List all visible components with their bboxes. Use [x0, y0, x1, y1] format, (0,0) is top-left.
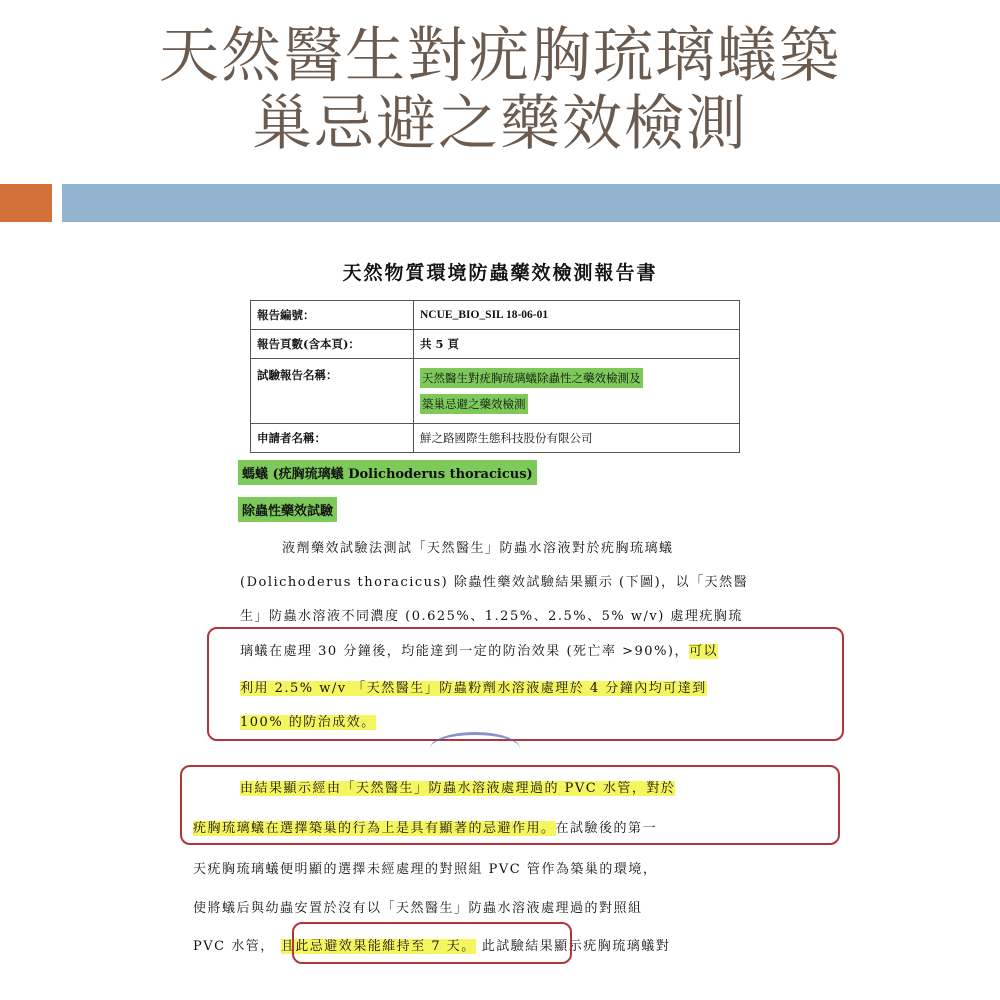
ant-heading: 螞蟻 (疣胸琉璃蟻 Dolichoderus thoracicus)	[238, 460, 537, 485]
slide-title-line2: 巢忌避之藥效檢測	[252, 89, 748, 159]
report-number-value: NCUE_BIO_SIL 18-06-01	[414, 301, 740, 330]
report-name-line2: 築巢忌避之藥效檢測	[420, 394, 528, 414]
applicant-label: 申請者名稱：	[251, 424, 414, 453]
red-annotation-box	[292, 922, 572, 964]
para1-line5-highlight: 利用 2.5% w/v 「天然醫生」防蟲粉劑水溶液處理於 4 分鐘內均可達到	[240, 681, 707, 696]
table-row	[251, 330, 740, 359]
report-name-value	[414, 359, 740, 424]
page-count-value: 共 5 頁	[414, 330, 740, 359]
slide-title-line1: 天然醫生對疣胸琉璃蟻築	[159, 21, 841, 91]
para1-line2: (Dolichoderus thoracicus) 除蟲性藥效試驗結果顯示 (下圖)，以「天然醫	[240, 575, 749, 590]
para1-line4-text: 璃蟻在處理 30 分鐘後，均能達到一定的防治效果 (死亡率 >90%)，	[240, 644, 690, 659]
report-name-label: 試驗報告名稱：	[251, 359, 414, 424]
para1-line1: 液劑藥效試驗法測試「天然醫生」防蟲水溶液對於疣胸琉璃蟻	[282, 541, 674, 556]
seal-stamp	[430, 732, 520, 765]
para1-line4-highlight: 可以	[689, 644, 719, 659]
report-number-label: 報告編號：	[251, 301, 414, 330]
para2-line3: 天疣胸琉璃蟻便明顯的選擇未經處理的對照組 PVC 管作為築巢的環境，	[193, 862, 658, 877]
para2-line5-highlight: 且此忌避效果能維持至 7 天。	[280, 939, 476, 954]
test-heading: 除蟲性藥效試驗	[238, 497, 337, 522]
report-info-table	[250, 300, 740, 453]
table-row	[251, 424, 740, 453]
para2-line5-tail: 此試驗結果顯示疣胸琉璃蟻對	[481, 939, 671, 954]
accent-bar-blue	[62, 184, 1000, 222]
para2-line2-text: 在試驗後的第一	[555, 821, 658, 836]
document-title: 天然物質環境防蟲藥效檢測報告書	[342, 262, 658, 284]
para1-line3: 生」防蟲水溶液不同濃度 (0.625%、1.25%、2.5%、5% w/v) 處理疣胸琉	[240, 609, 743, 624]
slide-title	[0, 22, 1000, 158]
para2-line2-highlight: 疣胸琉璃蟻在選擇築巢的行為上是具有顯著的忌避作用。	[193, 821, 556, 836]
red-annotation-box	[180, 765, 840, 845]
para1-line6-highlight: 100% 的防治成效。	[240, 715, 376, 730]
applicant-value: 鮮之路國際生態科技股份有限公司	[414, 424, 740, 453]
para2-line5-text: PVC 水管，	[193, 939, 275, 954]
table-row	[251, 301, 740, 330]
para2-line4: 使將蟻后與幼蟲安置於沒有以「天然醫生」防蟲水溶液處理過的對照組	[193, 901, 643, 916]
report-name-line1: 天然醫生對疣胸琉璃蟻除蟲性之藥效檢測及	[420, 368, 643, 388]
red-annotation-box	[207, 627, 844, 741]
accent-bar-orange	[0, 184, 52, 222]
para2-line1-highlight: 由結果顯示經由「天然醫生」防蟲水溶液處理過的 PVC 水管，對於	[240, 781, 676, 796]
page-count-label: 報告頁數(含本頁)：	[251, 330, 414, 359]
table-row	[251, 359, 740, 424]
